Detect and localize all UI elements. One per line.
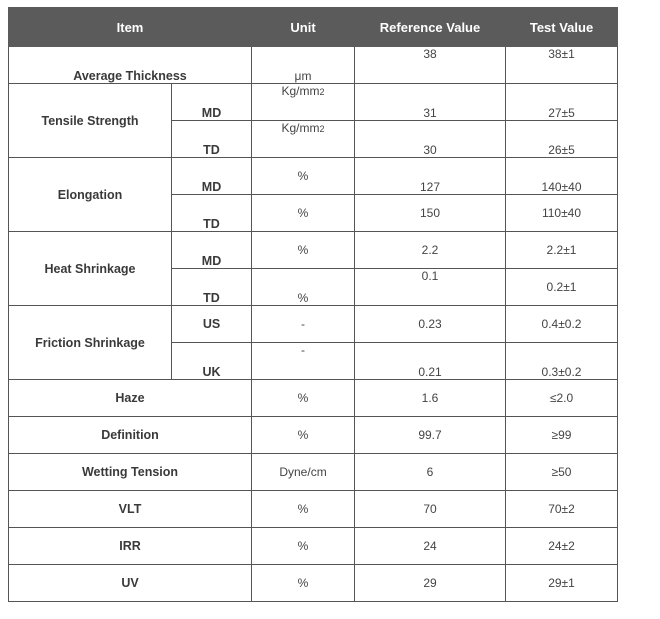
unit-cell: - [252, 306, 355, 343]
sub-item-md: MD [172, 232, 252, 269]
reference-value-cell: 0.1 [355, 269, 506, 306]
spec-table [8, 7, 618, 602]
unit-cell: % [252, 269, 355, 306]
item-friction-shrinkage: Friction Shrinkage [9, 306, 172, 380]
reference-value-cell: 70 [355, 491, 506, 528]
table-row [9, 417, 618, 454]
unit-cell: % [252, 491, 355, 528]
header-test-value: Test Value [506, 8, 618, 47]
reference-value-cell: 0.23 [355, 306, 506, 343]
unit-cell: μm [252, 47, 355, 84]
test-value-cell: 24±2 [506, 528, 618, 565]
reference-value-cell: 38 [355, 47, 506, 84]
test-value-cell: 0.2±1 [506, 269, 618, 306]
test-value-cell: 110±40 [506, 195, 618, 232]
reference-value-cell: 30 [355, 121, 506, 158]
unit-cell: % [252, 380, 355, 417]
table-row [9, 232, 618, 269]
unit-cell [252, 84, 355, 121]
sub-item-td: TD [172, 269, 252, 306]
table-row [9, 380, 618, 417]
table-row [9, 84, 618, 121]
item-definition: Definition [9, 417, 252, 454]
reference-value-cell: 0.21 [355, 343, 506, 380]
reference-value-cell: 99.7 [355, 417, 506, 454]
spec-table-container [8, 7, 617, 602]
item-haze: Haze [9, 380, 252, 417]
reference-value-cell: 127 [355, 158, 506, 195]
unit-cell: - [252, 343, 355, 380]
unit-cell: % [252, 417, 355, 454]
unit-cell: % [252, 565, 355, 602]
reference-value-cell: 29 [355, 565, 506, 602]
test-value-cell: 0.3±0.2 [506, 343, 618, 380]
sub-item-td: TD [172, 121, 252, 158]
table-row [9, 158, 618, 195]
sub-item-td: TD [172, 195, 252, 232]
unit-cell: Dyne/cm [252, 454, 355, 491]
unit-cell [252, 121, 355, 158]
table-row [9, 47, 618, 84]
test-value-cell: ≥50 [506, 454, 618, 491]
table-row [9, 528, 618, 565]
unit-exponent: 2 [319, 124, 325, 134]
item-heat-shrinkage: Heat Shrinkage [9, 232, 172, 306]
test-value-cell: 27±5 [506, 84, 618, 121]
reference-value-cell: 1.6 [355, 380, 506, 417]
test-value-cell: 38±1 [506, 47, 618, 84]
test-value-cell: 0.4±0.2 [506, 306, 618, 343]
item-vlt: VLT [9, 491, 252, 528]
test-value-cell: 29±1 [506, 565, 618, 602]
unit-cell: % [252, 232, 355, 269]
unit-cell: % [252, 195, 355, 232]
test-value-cell: ≥99 [506, 417, 618, 454]
unit-cell: % [252, 528, 355, 565]
table-header-row [9, 8, 618, 47]
sub-item-us: US [172, 306, 252, 343]
test-value-cell: 140±40 [506, 158, 618, 195]
unit-base: Kg/mm [281, 84, 320, 98]
test-value-cell: ≤2.0 [506, 380, 618, 417]
reference-value-cell: 6 [355, 454, 506, 491]
reference-value-cell: 24 [355, 528, 506, 565]
header-item: Item [9, 8, 252, 47]
item-average-thickness: Average Thickness [9, 47, 252, 84]
reference-value-cell: 31 [355, 84, 506, 121]
header-unit: Unit [252, 8, 355, 47]
header-reference-value: Reference Value [355, 8, 506, 47]
item-uv: UV [9, 565, 252, 602]
table-row [9, 306, 618, 343]
reference-value-cell: 2.2 [355, 232, 506, 269]
unit-base: Kg/mm [281, 121, 320, 135]
test-value-cell: 70±2 [506, 491, 618, 528]
sub-item-md: MD [172, 84, 252, 121]
item-irr: IRR [9, 528, 252, 565]
test-value-cell: 26±5 [506, 121, 618, 158]
item-elongation: Elongation [9, 158, 172, 232]
sub-item-md: MD [172, 158, 252, 195]
sub-item-uk: UK [172, 343, 252, 380]
item-wetting-tension: Wetting Tension [9, 454, 252, 491]
table-row [9, 454, 618, 491]
item-tensile-strength: Tensile Strength [9, 84, 172, 158]
table-row [9, 565, 618, 602]
unit-exponent: 2 [319, 87, 325, 97]
table-row [9, 491, 618, 528]
reference-value-cell: 150 [355, 195, 506, 232]
test-value-cell: 2.2±1 [506, 232, 618, 269]
unit-cell: % [252, 158, 355, 195]
